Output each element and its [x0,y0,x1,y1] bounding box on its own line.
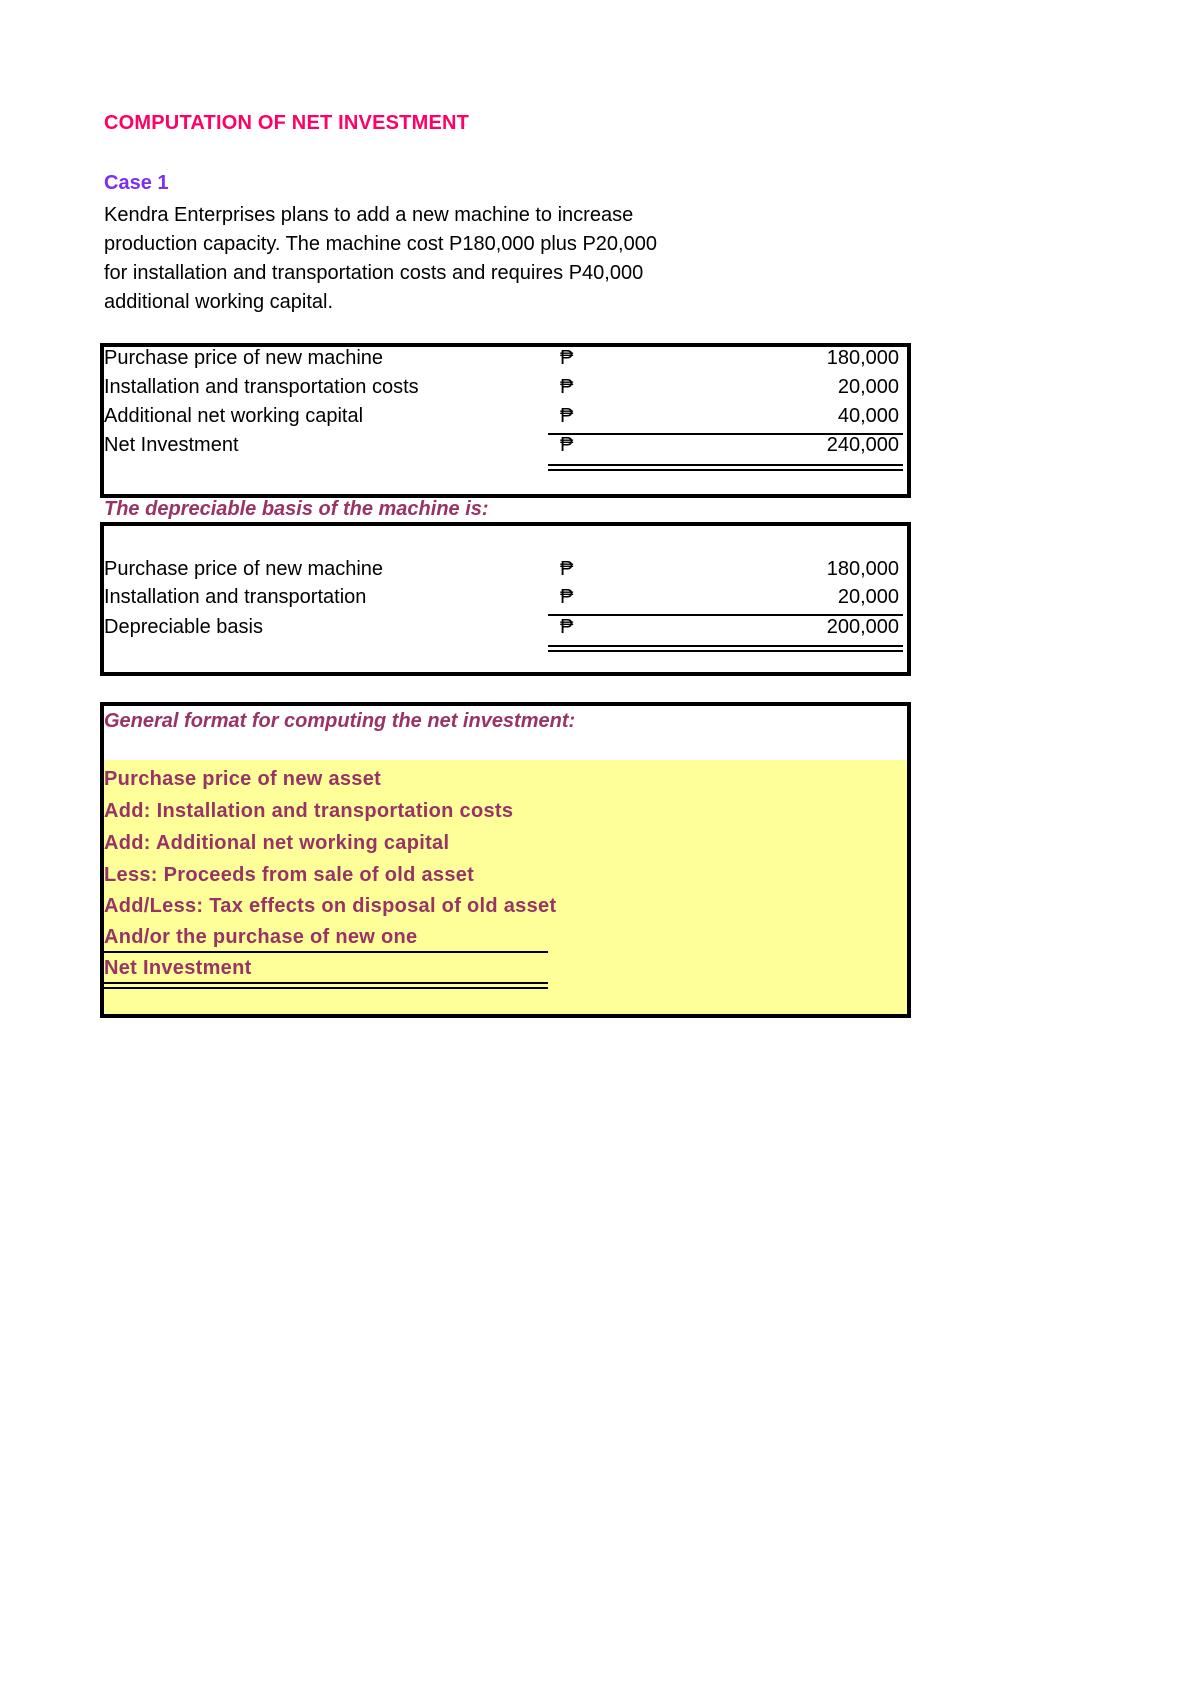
format-item: Purchase price of new asset [104,768,382,790]
row-label: Depreciable basis [104,616,263,638]
format-item-total: Net Investment [104,957,252,979]
description-line: Kendra Enterprises plans to add a new machine to increase [104,204,634,226]
format-heading: General format for computing the net investment: [104,710,576,732]
row-amount: 20,000 [837,586,899,608]
row-label: Installation and transportation costs [104,376,419,398]
description-line: production capacity. The machine cost P180,000 plus P20,000 [104,233,657,255]
format-item: Add: Installation and transportation costs [104,800,514,822]
row-amount: 240,000 [826,434,899,456]
peso-sign: ₱ [560,586,574,608]
row-amount: 40,000 [837,405,899,427]
total-double-rule [548,645,903,652]
table-row-total [104,614,907,643]
depreciable-heading: The depreciable basis of the machine is: [104,498,489,520]
general-format-box [100,702,911,1018]
row-amount: 180,000 [826,558,899,580]
peso-sign: ₱ [560,616,574,638]
table-row [104,345,907,374]
total-double-rule [104,982,548,989]
format-item: Add: Additional net working capital [104,832,450,854]
format-item: And/or the purchase of new one [104,926,418,948]
case-description [104,201,657,317]
table-row [104,556,907,585]
format-item: Less: Proceeds from sale of old asset [104,864,475,886]
row-amount: 180,000 [826,347,899,369]
row-label: Net Investment [104,434,239,456]
peso-sign: ₱ [560,347,574,369]
row-amount: 20,000 [837,376,899,398]
peso-sign: ₱ [560,434,574,456]
subtotal-rule [104,951,548,953]
table-row [104,403,907,432]
row-label: Purchase price of new machine [104,558,384,580]
net-investment-table [100,343,911,498]
row-label: Additional net working capital [104,405,364,427]
peso-sign: ₱ [560,376,574,398]
row-label: Purchase price of new machine [104,347,384,369]
table-row [104,374,907,403]
depreciable-basis-table [100,522,911,676]
row-amount: 200,000 [826,616,899,638]
format-item: Add/Less: Tax effects on disposal of old asset [104,895,557,917]
peso-sign: ₱ [560,405,574,427]
table-row [104,584,907,613]
row-label: Installation and transportation [104,586,367,608]
description-line: for installation and transportation costs and requires P40,000 [104,262,644,284]
case-label: Case 1 [104,172,169,194]
peso-sign: ₱ [560,558,574,580]
page-title: COMPUTATION OF NET INVESTMENT [104,112,470,134]
table-row-total [104,432,907,461]
description-line: additional working capital. [104,291,334,313]
total-double-rule [548,464,903,471]
